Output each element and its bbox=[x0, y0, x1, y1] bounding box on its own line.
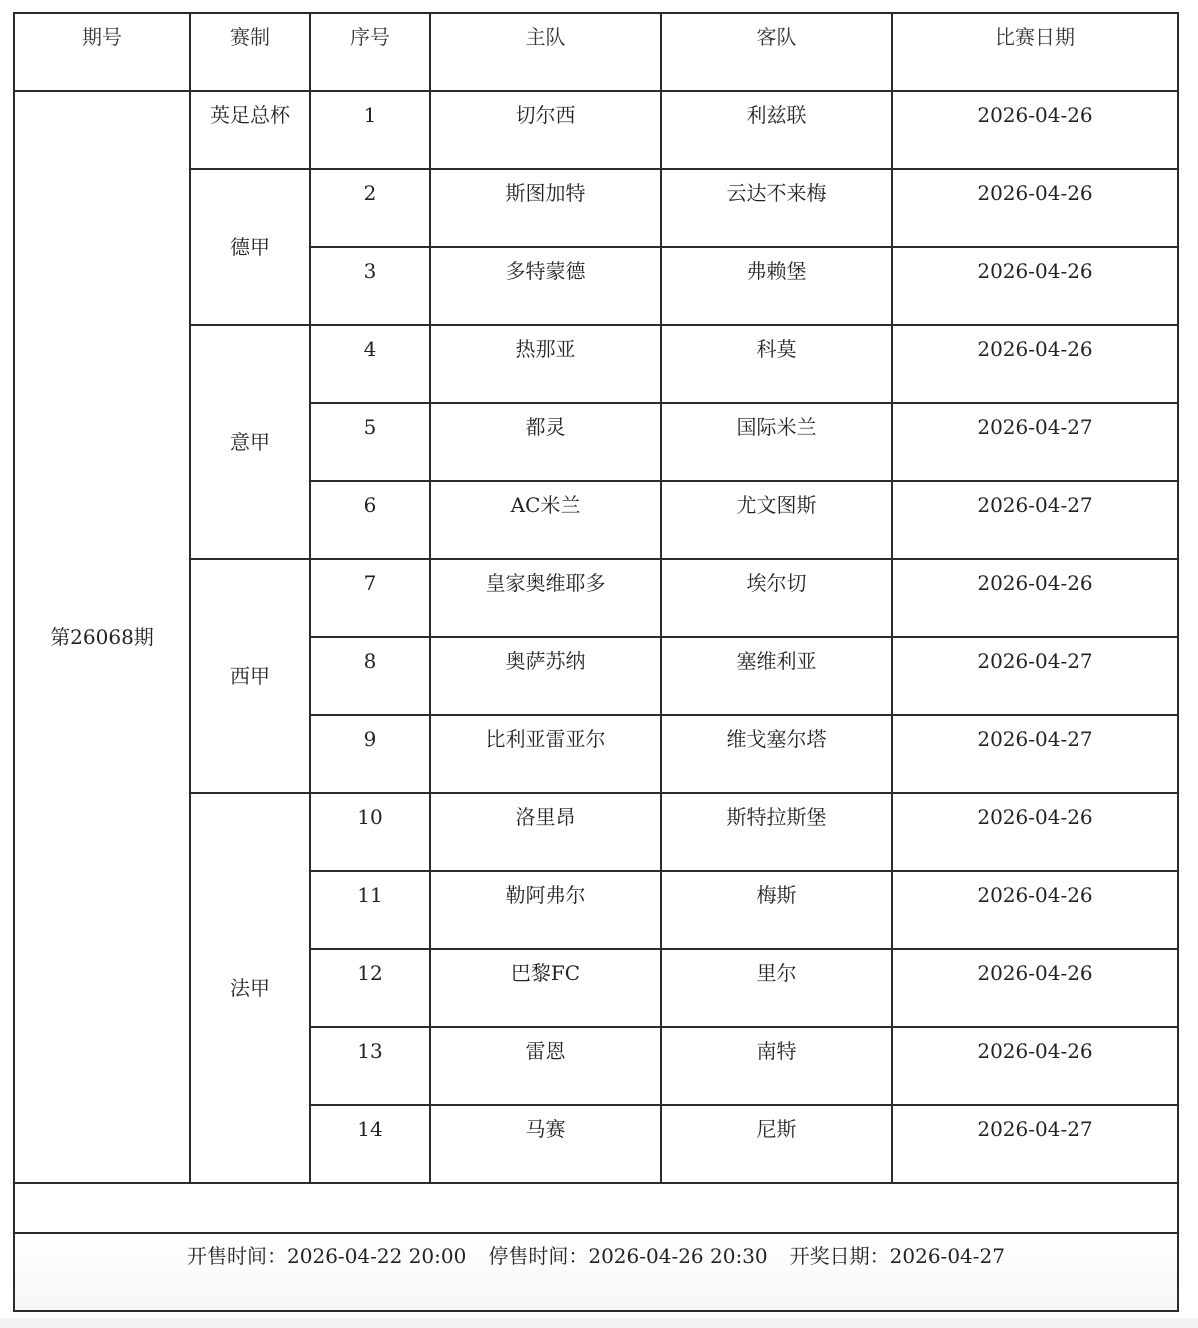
home-team: 比利亚雷亚尔 bbox=[430, 715, 661, 793]
match-number: 9 bbox=[310, 715, 430, 793]
match-date: 2026-04-27 bbox=[892, 481, 1178, 559]
match-date: 2026-04-27 bbox=[892, 637, 1178, 715]
home-team: 洛里昂 bbox=[430, 793, 661, 871]
header-number: 序号 bbox=[310, 13, 430, 91]
blank-cell bbox=[14, 1183, 1178, 1233]
header-league: 赛制 bbox=[190, 13, 310, 91]
match-date: 2026-04-26 bbox=[892, 949, 1178, 1027]
away-team: 塞维利亚 bbox=[661, 637, 892, 715]
match-number: 4 bbox=[310, 325, 430, 403]
match-number: 2 bbox=[310, 169, 430, 247]
league-cell-serie-a: 意甲 bbox=[190, 325, 310, 559]
header-match-date: 比赛日期 bbox=[892, 13, 1178, 91]
match-date: 2026-04-27 bbox=[892, 403, 1178, 481]
league-cell-fa-cup: 英足总杯 bbox=[190, 91, 310, 169]
sale-info-line bbox=[187, 1244, 1005, 1268]
match-date: 2026-04-26 bbox=[892, 1027, 1178, 1105]
league-cell-ligue-1: 法甲 bbox=[190, 793, 310, 1183]
away-team: 科莫 bbox=[661, 325, 892, 403]
away-team: 尼斯 bbox=[661, 1105, 892, 1183]
match-number: 8 bbox=[310, 637, 430, 715]
match-number: 14 bbox=[310, 1105, 430, 1183]
away-team: 斯特拉斯堡 bbox=[661, 793, 892, 871]
match-number: 7 bbox=[310, 559, 430, 637]
home-team: 巴黎FC bbox=[430, 949, 661, 1027]
match-number: 5 bbox=[310, 403, 430, 481]
away-team: 埃尔切 bbox=[661, 559, 892, 637]
draw-date-label: 开奖日期： bbox=[789, 1244, 890, 1268]
home-team: AC米兰 bbox=[430, 481, 661, 559]
issue-cell: 第26068期 bbox=[14, 91, 190, 1183]
match-date: 2026-04-26 bbox=[892, 793, 1178, 871]
header-home-team: 主队 bbox=[430, 13, 661, 91]
home-team: 热那亚 bbox=[430, 325, 661, 403]
home-team: 雷恩 bbox=[430, 1027, 661, 1105]
league-cell-bundesliga: 德甲 bbox=[190, 169, 310, 325]
match-date: 2026-04-27 bbox=[892, 1105, 1178, 1183]
match-number: 10 bbox=[310, 793, 430, 871]
match-date: 2026-04-26 bbox=[892, 169, 1178, 247]
away-team: 云达不来梅 bbox=[661, 169, 892, 247]
home-team: 勒阿弗尔 bbox=[430, 871, 661, 949]
away-team: 里尔 bbox=[661, 949, 892, 1027]
match-number: 12 bbox=[310, 949, 430, 1027]
match-date: 2026-04-26 bbox=[892, 871, 1178, 949]
home-team: 多特蒙德 bbox=[430, 247, 661, 325]
match-number: 13 bbox=[310, 1027, 430, 1105]
home-team: 马赛 bbox=[430, 1105, 661, 1183]
away-team: 尤文图斯 bbox=[661, 481, 892, 559]
header-issue: 期号 bbox=[14, 13, 190, 91]
header-away-team: 客队 bbox=[661, 13, 892, 91]
match-number: 6 bbox=[310, 481, 430, 559]
away-team: 南特 bbox=[661, 1027, 892, 1105]
match-date: 2026-04-26 bbox=[892, 91, 1178, 169]
away-team: 梅斯 bbox=[661, 871, 892, 949]
table-header-row bbox=[14, 13, 1178, 91]
footer-row bbox=[14, 1233, 1178, 1311]
away-team: 维戈塞尔塔 bbox=[661, 715, 892, 793]
match-date: 2026-04-27 bbox=[892, 715, 1178, 793]
match-number: 11 bbox=[310, 871, 430, 949]
sale-start-label: 开售时间： bbox=[187, 1244, 288, 1268]
home-team: 都灵 bbox=[430, 403, 661, 481]
sale-stop-label: 停售时间： bbox=[488, 1244, 589, 1268]
away-team: 国际米兰 bbox=[661, 403, 892, 481]
match-date: 2026-04-26 bbox=[892, 325, 1178, 403]
match-number: 3 bbox=[310, 247, 430, 325]
draw-date: 2026-04-27 bbox=[889, 1244, 1005, 1268]
match-date: 2026-04-26 bbox=[892, 559, 1178, 637]
away-team: 弗赖堡 bbox=[661, 247, 892, 325]
away-team: 利兹联 bbox=[661, 91, 892, 169]
sale-start-time: 2026-04-22 20:00 bbox=[287, 1244, 467, 1268]
table-row bbox=[14, 91, 1178, 169]
sale-stop-time: 2026-04-26 20:30 bbox=[588, 1244, 768, 1268]
home-team: 切尔西 bbox=[430, 91, 661, 169]
fixtures-table bbox=[13, 12, 1179, 1312]
sale-info-cell bbox=[14, 1233, 1178, 1311]
home-team: 斯图加特 bbox=[430, 169, 661, 247]
blank-row bbox=[14, 1183, 1178, 1233]
match-date: 2026-04-26 bbox=[892, 247, 1178, 325]
match-number: 1 bbox=[310, 91, 430, 169]
league-cell-la-liga: 西甲 bbox=[190, 559, 310, 793]
home-team: 奥萨苏纳 bbox=[430, 637, 661, 715]
home-team: 皇家奥维耶多 bbox=[430, 559, 661, 637]
